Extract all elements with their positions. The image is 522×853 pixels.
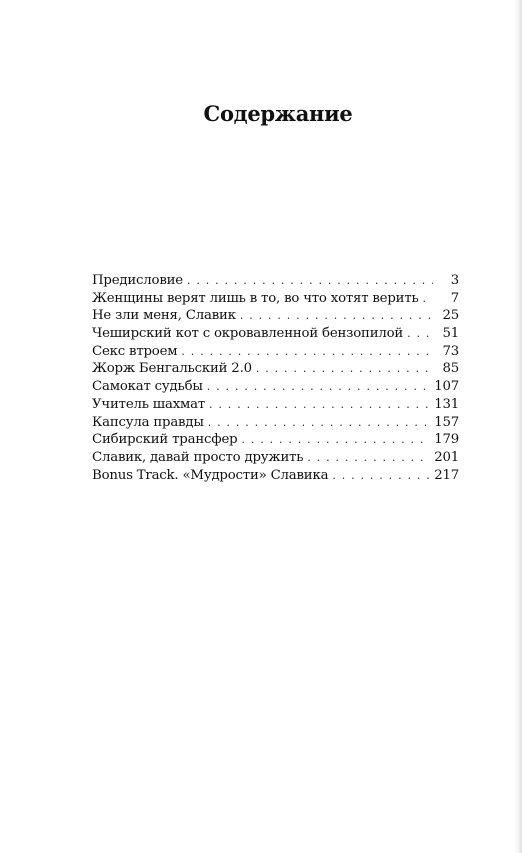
page-edge-shadow: [514, 0, 522, 853]
toc-entry: [92, 360, 459, 378]
toc-entry: [92, 414, 459, 432]
toc-entry-title: Сибирский трансфер: [92, 432, 238, 448]
toc-entry-page-number: 51: [442, 326, 459, 342]
toc-entry-page-number: 3: [450, 273, 459, 288]
toc-entry-page-number: 7: [450, 290, 459, 306]
toc-entry-page-number: 179: [434, 432, 459, 448]
toc-entry-page-number: 73: [442, 343, 459, 359]
toc-entry: [92, 272, 459, 290]
toc-entry-title: Женщины верят лишь в то, во что хотят верить: [92, 290, 419, 306]
toc-dot-leader: [181, 343, 433, 361]
toc-entry-title: Самокат судьбы: [92, 379, 203, 395]
toc-entry-page-number: 85: [442, 361, 459, 377]
toc-entry-page-number: 25: [442, 308, 459, 324]
toc-dot-leader: [256, 360, 433, 378]
toc-entry: [92, 431, 459, 449]
toc-dot-leader: [407, 325, 433, 343]
toc-dot-leader: [208, 414, 431, 432]
toc-entry-page-number: 157: [434, 414, 459, 430]
toc-entry-page-number: 107: [434, 379, 459, 395]
toc-dot-leader: [241, 431, 430, 449]
table-of-contents: [92, 272, 459, 484]
toc-entry: [92, 290, 459, 308]
toc-entry-title: Жорж Бенгальский 2.0: [92, 361, 252, 377]
toc-entry: [92, 325, 459, 343]
toc-dot-leader: [240, 307, 433, 325]
toc-entry-page-number: 217: [434, 467, 459, 483]
toc-dot-leader: [423, 290, 433, 308]
toc-entry-title: Bonus Track. «Мудрости» Славика: [92, 467, 329, 483]
toc-entry-title: Капсула правды: [92, 414, 204, 430]
toc-entry: [92, 396, 459, 414]
toc-entry: [92, 467, 459, 485]
toc-entry-page-number: 201: [434, 449, 459, 465]
toc-entry: [92, 343, 459, 361]
toc-entry-title: Секс втроем: [92, 343, 178, 359]
toc-entry-title: Не зли меня, Славик: [92, 308, 236, 324]
toc-entry: [92, 378, 459, 396]
toc-entry-title: Учитель шахмат: [92, 396, 206, 412]
toc-entry-page-number: 131: [434, 396, 459, 412]
toc-dot-leader: [307, 449, 430, 467]
toc-entry: [92, 449, 459, 467]
toc-dot-leader: [187, 272, 433, 290]
toc-entry-title: Славик, давай просто дружить: [92, 449, 304, 465]
toc-dot-leader: [332, 467, 430, 485]
toc-entry: [92, 307, 459, 325]
toc-dot-leader: [209, 396, 430, 414]
page-title: Содержание: [203, 101, 353, 126]
toc-entry-title: Предисловие: [92, 273, 183, 288]
toc-dot-leader: [207, 378, 430, 396]
toc-entry-title: Чеширский кот с окровавленной бензопилой: [92, 326, 404, 342]
